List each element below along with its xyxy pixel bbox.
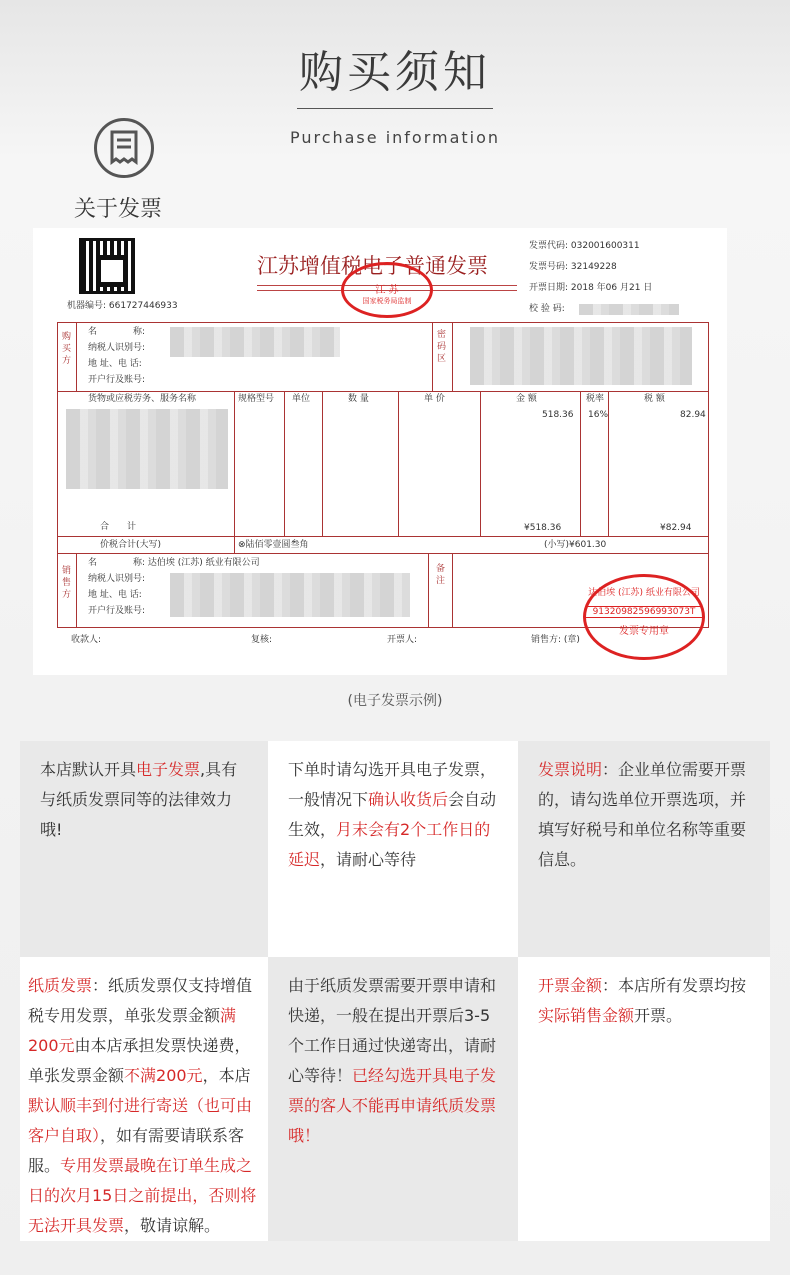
highlight-text: 满200元 [28,1006,237,1055]
col-rate: 税率 [586,394,605,404]
body-text: ：纸质发票仅支持增值税专用发票，单张发票金额 [28,976,253,1025]
highlight-text: 电子发票 [136,760,201,779]
body-text: ，本店 [202,1066,251,1085]
buyer-field-name: 名 称: [88,327,146,337]
card-text [28,971,258,1241]
highlight-text: 专用发票最晚在订单生成之日的次月15日之前提出，否则将无法开具发票 [28,1156,257,1235]
invoice-number: 发票号码: 32149228 [529,262,617,272]
total-label: 合 计 [100,522,137,532]
col-tax: 税 额 [644,394,665,404]
cipher-label: 密码区 [437,330,447,364]
body-text: 由于纸质发票需要开票申请和快递，一般在提出开票后3-5个工作日通过快递寄出，请耐心等待！ [288,976,497,1085]
check-code: 校 验 码: [529,304,565,314]
amount-value: 518.36 [542,410,574,420]
seller-field-address: 地 址、电 话: [88,590,142,600]
highlight-text: 发票说明 [538,760,603,779]
col-goods: 货物或应税劳务、服务名称 [88,394,197,404]
qr-code [79,238,135,294]
body-text: ：本店所有发票均按 [602,976,747,995]
buyer-field-address: 地 址、电 话: [88,359,142,369]
buyer-label: 购买方 [62,332,72,366]
body-text: ：企业单位需要开票的，请勾选单位开票选项，并填写好税号和单位名称等重要信息。 [538,760,747,869]
col-spec: 规格型号 [238,394,275,404]
seller-seal-name: 达伯埃 (江苏) 纸业有限公司 [588,588,700,598]
buyer-field-bank: 开户行及账号: [88,375,146,385]
card-electronic-timing [268,741,518,957]
card-invoice-note [518,741,770,957]
card-text [538,755,750,875]
body-text: ,具有与纸质发票同等的法律效力哦! [40,760,238,839]
card-electronic-default [20,741,268,957]
highlight-text: 月末会有2个工作日的延迟 [288,820,491,869]
seal-center-bottom: 国家税务局监制 [362,297,412,305]
invoice-sample [33,228,727,675]
highlight-text: 开票金额 [538,976,603,995]
title-divider [297,108,493,109]
col-amount: 金 额 [516,394,537,404]
invoice-title: 江苏增值税电子普通发票 [257,254,488,278]
redacted-goods [66,409,228,489]
body-text: ，请耐心等待 [320,850,417,869]
seal-center-top: 江 苏 [375,285,399,296]
highlight-text: 纸质发票 [28,976,93,995]
highlight-text: 已经勾选开具电子发票的客人不能再申请纸质发票哦！ [288,1066,497,1145]
footer-seller: 销售方: (章) [531,635,580,645]
highlight-text: 不满200元 [124,1066,203,1085]
rate-value: 16% [588,410,609,420]
buyer-field-taxid: 纳税人识别号: [88,343,146,353]
body-text: 下单时请勾选开具电子发票，一般情况下 [288,760,497,809]
seller-field-name: 名 称: 达伯埃 (江苏) 纸业有限公司 [88,558,260,568]
seller-field-taxid: 纳税人识别号: [88,574,146,584]
body-text: ，如有需要请联系客服。 [28,1126,245,1175]
footer-issuer: 开票人: [387,635,418,645]
invoice-date: 开票日期: 2018 年06 月21 日 [529,283,653,293]
seller-seal [583,574,705,660]
total-tax: ¥82.94 [660,523,692,533]
remark-label: 备注 [436,564,446,586]
card-paper-delivery [268,957,518,1241]
grand-label: 价税合计(大写) [100,540,162,550]
body-text: 由本店承担发票快递费，单张发票金额 [28,1036,251,1085]
card-invoice-amount [518,957,770,1241]
seller-field-bank: 开户行及账号: [88,606,146,616]
total-amount: ¥518.36 [524,523,562,533]
redacted-seller-info [170,573,410,617]
tax-value: 82.94 [680,410,706,420]
grand-small: (小写)¥601.30 [544,540,607,550]
redacted-cipher [470,327,692,385]
body-text: 会自动生效， [288,790,497,839]
card-text [288,971,498,1151]
invoice-caption: (电子发票示例) [347,693,443,709]
page-title: 购买须知 [299,47,491,98]
col-unit: 单位 [292,394,311,404]
footer-payee: 收款人: [71,635,102,645]
col-qty: 数 量 [348,394,369,404]
invoice-code: 发票代码: 032001600311 [529,241,640,251]
body-text: ，敬请谅解。 [124,1216,221,1235]
highlight-text: 确认收货后 [368,790,449,809]
redacted-check-code [579,304,679,315]
redacted-buyer-info [170,327,340,357]
card-paper-invoice [20,957,268,1241]
page-subtitle: Purchase information [289,128,501,147]
highlight-text: 默认顺丰到付进行寄送（也可由客户自取） [28,1096,253,1145]
body-text: 本店默认开具 [40,760,137,779]
seller-seal-number: 91320982596993073T [586,606,702,618]
card-text [40,755,248,845]
col-price: 单 价 [424,394,445,404]
body-text: 开票。 [634,1006,683,1025]
tax-bureau-seal [341,262,433,318]
card-text [538,971,750,1031]
section-label: 关于发票 [74,197,163,222]
grand-words: ⊗陆佰零壹圆叁角 [238,540,309,550]
card-text [288,755,498,875]
receipt-icon [94,118,154,178]
seller-seal-label: 发票专用章 [619,626,669,637]
machine-number: 机器编号: 661727446933 [67,301,178,311]
seller-label: 销售方 [62,566,72,600]
highlight-text: 实际销售金额 [538,1006,635,1025]
footer-reviewer: 复核: [251,635,273,645]
